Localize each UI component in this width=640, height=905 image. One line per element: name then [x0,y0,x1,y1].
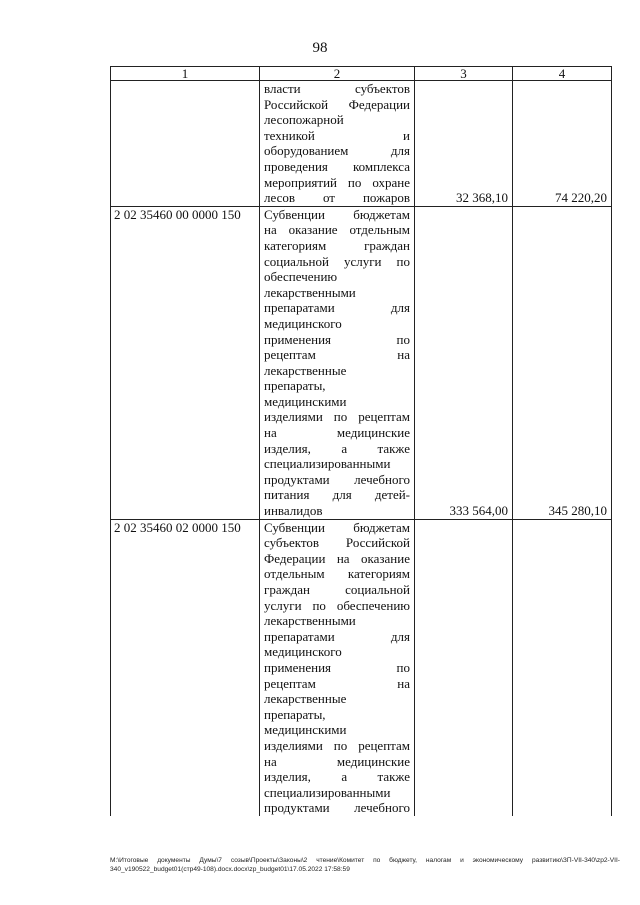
income-name-line: лекарственными [264,284,356,300]
income-name-line: применения по [264,659,410,675]
income-name-line: медицинского [264,644,342,660]
income-name-line: препараты, [264,378,326,394]
income-name-line: медицинскими [264,393,347,409]
income-name-line: обеспечению [264,269,338,285]
budget-code-cell [111,81,260,207]
income-name-line: услуги по обеспечению [264,597,410,613]
amount-col3-cell: 32 368,10 [415,81,513,207]
income-name-line: лекарственные [264,691,347,707]
income-name-line: техникой и [264,127,410,143]
income-name-line: граждан социальной [264,582,410,597]
amount-col4-cell: 345 280,10 [513,206,612,519]
income-name-cell [260,206,415,519]
table-row [111,81,612,207]
income-name-line: медицинского [264,315,342,331]
budget-code-cell: 2 02 35460 00 0000 150 [111,206,260,519]
budget-table-body [111,67,612,816]
document-file-path: M:\Итоговые документы Думы\7 созыв\Проекты\Законы\2 чтение\Комитет по бюджету, налогам и экономическому развитию\ЗП-VII-340\zp2-VII-340_v190522_budget01(стр49-108).docx.docx\zp_budget01\17.05.2022 17:58:59 [110,857,620,873]
income-name-line: Федерации на оказание [264,550,410,566]
income-name-line: специализированными [264,456,391,472]
amount-col3-cell: 333 564,00 [415,206,513,519]
income-name-line: лесов от пожаров [264,190,410,206]
income-name-line: на медицинские [264,425,410,441]
income-name-line: специализированными [264,784,391,800]
column-header: 1 [111,67,260,81]
income-name-line: субъектов Российской [264,535,410,551]
income-name-line: препаратами для [264,628,410,644]
amount-col4-cell [513,519,612,816]
page-number: 98 [312,40,328,56]
income-name-line: отдельным категориям [264,566,410,582]
income-name-line: изделиями по рецептам [264,409,410,425]
income-name-line: питания для детей- [264,487,410,503]
budget-code-cell: 2 02 35460 02 0000 150 [111,519,260,816]
amount-col4-cell: 74 220,20 [513,81,612,207]
income-name-line: медицинскими [264,722,347,738]
income-name-line: оборудованием для [264,143,410,159]
income-name-line: социальной услуги по [264,253,410,269]
income-name-cell [260,81,415,207]
income-name-line: лекарственными [264,613,356,629]
income-name-line: рецептам на [264,675,410,691]
table-row [111,519,612,816]
income-name-line: продуктами лечебного [264,471,410,487]
income-name-line: инвалидов [264,503,323,519]
income-name-line: препаратами для [264,300,410,316]
income-name-line: Субвенции бюджетам [264,206,410,222]
income-name-line: на оказание отдельным [264,222,410,238]
table-row [111,206,612,519]
column-header: 2 [260,67,415,81]
income-name-line: препараты, [264,706,326,722]
income-name-line: Субвенции бюджетам [264,519,410,535]
income-name-line: рецептам на [264,347,410,363]
income-name-line: Российской Федерации [264,96,410,112]
income-name-line: проведения комплекса [264,158,410,174]
income-name-line: мероприятий по охране [264,174,410,190]
income-name-line: изделия, а также [264,769,410,785]
income-name-line: применения по [264,331,410,347]
income-name-line: изделиями по рецептам [264,737,410,753]
income-name-line: изделия, а также [264,440,410,456]
income-name-line: продуктами лечебного [264,800,410,816]
amount-col3-cell [415,519,513,816]
column-header: 4 [513,67,612,81]
income-name-line: власти субъектов [264,81,410,96]
income-name-cell [260,519,415,816]
column-number-row [111,67,612,81]
income-name-line: лекарственные [264,362,347,378]
column-header: 3 [415,67,513,81]
income-name-line: на медицинские [264,753,410,769]
income-name-line: лесопожарной [264,112,344,128]
income-name-line: категориям граждан [264,237,410,253]
budget-table [110,66,612,816]
